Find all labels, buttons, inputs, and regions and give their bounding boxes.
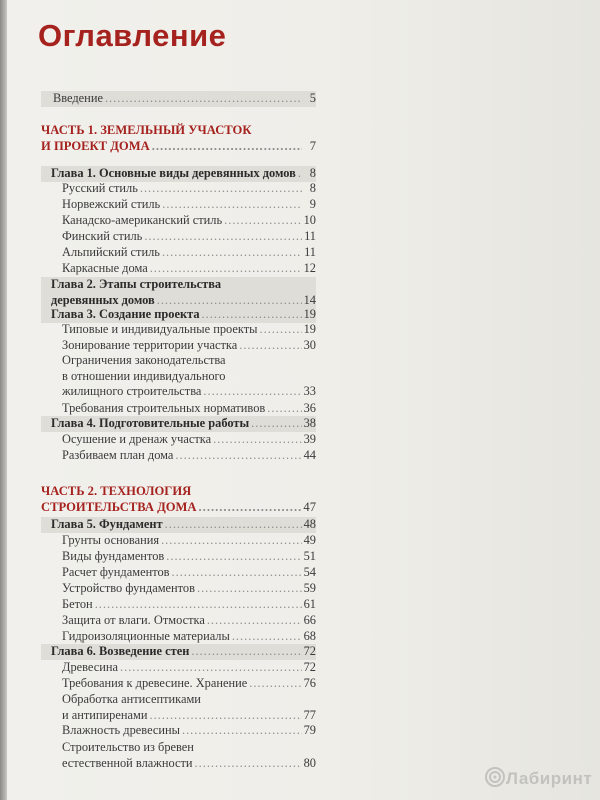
- toc-page-number: 5: [309, 91, 316, 105]
- toc-entry-line: [62, 692, 316, 708]
- toc-intro-entry[interactable]: [41, 91, 316, 107]
- toc-entry-row: [51, 644, 316, 660]
- toc-entry-row: [62, 448, 316, 464]
- toc-entry-row: [62, 660, 316, 676]
- toc-entry-title: СТРОИТЕЛЬСТВА ДОМА: [41, 499, 197, 514]
- toc-entry-row: [51, 517, 316, 533]
- watermark-text: Лабиринт: [506, 769, 593, 788]
- toc-entry-title: Требования строительных нормативов: [62, 401, 266, 415]
- toc-page-number: 72: [303, 644, 316, 658]
- toc-section-entry[interactable]: [41, 213, 316, 229]
- toc-chapter-entry[interactable]: [41, 307, 316, 323]
- toc-entry-title: Альпийский стиль: [62, 245, 160, 259]
- toc-page-number: 14: [303, 292, 316, 307]
- toc-entry-row: [62, 565, 316, 581]
- toc-section-entry[interactable]: [41, 261, 316, 277]
- toc-chapter-entry[interactable]: [41, 644, 316, 660]
- toc-page-number: 49: [303, 533, 316, 547]
- toc-entry-title: Введение: [53, 91, 103, 105]
- toc-entry-title: Зонирование территории участка: [62, 338, 238, 352]
- toc-section-entry[interactable]: [41, 740, 316, 771]
- toc-section-entry[interactable]: [41, 245, 316, 261]
- toc-page-number: 10: [303, 213, 316, 227]
- dot-leader: [165, 517, 302, 533]
- toc-entry-line: [41, 484, 316, 500]
- dot-leader: [120, 660, 302, 676]
- toc-section-entry[interactable]: [41, 549, 316, 565]
- dot-leader: [267, 401, 301, 417]
- toc-section-entry[interactable]: [41, 692, 316, 723]
- toc-entry-line: [51, 277, 316, 293]
- toc-entry-row: [62, 708, 316, 724]
- toc-entry-title: деревянных домов: [51, 292, 155, 307]
- toc-entry-row: [62, 197, 316, 213]
- toc-section-entry[interactable]: [41, 322, 316, 338]
- toc-entry-row: [62, 432, 316, 448]
- toc-page-number: 30: [303, 338, 316, 352]
- toc-entry-row: [62, 338, 316, 354]
- dot-leader: [166, 549, 301, 565]
- dot-leader: [207, 613, 302, 629]
- toc-section-entry[interactable]: [41, 229, 316, 245]
- toc-entry-row: [62, 533, 316, 549]
- toc-page-number: 44: [303, 448, 316, 462]
- toc-entry-title: Типовые и индивидуальные проекты: [62, 322, 258, 336]
- toc-entry-title: Устройство фундаментов: [62, 581, 195, 595]
- toc-entry-title: Финский стиль: [62, 229, 143, 243]
- toc-section-entry[interactable]: [41, 581, 316, 597]
- dot-leader: [199, 500, 302, 516]
- toc-entry-title: Глава 4. Подготовительные работы: [51, 416, 250, 430]
- page-title: Оглавление: [38, 18, 227, 53]
- toc-page-number: 72: [303, 660, 316, 674]
- toc-section-entry[interactable]: [41, 338, 316, 354]
- toc-entry-title: Осушение и дренаж участка: [62, 432, 212, 446]
- toc-entry-row: [62, 756, 316, 772]
- toc-entry-row: [62, 597, 316, 613]
- toc-page-number: 68: [303, 629, 316, 643]
- toc-entry-row: [62, 549, 316, 565]
- toc-page-number: 12: [303, 261, 316, 275]
- toc-page-number: 79: [303, 723, 316, 737]
- toc-section-entry[interactable]: [41, 197, 316, 213]
- toc-page-number: 11: [304, 229, 316, 243]
- dot-leader: [195, 756, 302, 772]
- toc-entry-title: в отношении индивидуального: [62, 368, 226, 383]
- toc-entry-row: [62, 322, 316, 338]
- toc-section-entry[interactable]: [41, 676, 316, 692]
- toc-entry-row: [62, 581, 316, 597]
- toc-page-number: 61: [303, 597, 316, 611]
- dot-leader: [251, 416, 301, 432]
- toc-chapter-entry[interactable]: [41, 277, 316, 308]
- toc-entry-title: Каркасные дома: [62, 261, 148, 275]
- toc-chapter-entry[interactable]: [41, 416, 316, 432]
- toc-entry-title: Влажность древесины: [62, 723, 180, 737]
- toc-entry-title: Глава 5. Фундамент: [51, 517, 163, 531]
- dot-leader: [213, 432, 302, 448]
- toc-entry-title: Глава 3. Создание проекта: [51, 307, 200, 321]
- toc-entry-row: [62, 229, 316, 245]
- toc-entry-title: Бетон: [62, 597, 93, 611]
- dot-leader: [232, 629, 302, 645]
- toc-entry-title: естественной влажности: [62, 755, 193, 770]
- toc-entry-title: Обработка антисептиками: [62, 692, 201, 706]
- toc-entry-row: [62, 629, 316, 645]
- dot-leader: [105, 91, 302, 107]
- toc-entry-title: Требования к древесине. Хранение: [62, 676, 248, 690]
- toc-entry-line: [62, 353, 316, 369]
- toc-entry-row: [51, 416, 316, 432]
- toc-entry-title: жилищного строительства: [62, 384, 202, 399]
- toc-entry-row: [53, 91, 316, 107]
- toc-page-number: 7: [309, 138, 316, 153]
- toc-entry-title: И ПРОЕКТ ДОМА: [41, 138, 150, 153]
- toc-section-entry[interactable]: [41, 723, 316, 739]
- toc-entry-title: Глава 2. Этапы строительства: [51, 277, 222, 291]
- toc-entry-row: [62, 181, 316, 197]
- toc-entry-title: Грунты основания: [62, 533, 160, 547]
- toc-section-entry[interactable]: [41, 401, 316, 417]
- toc-section-entry[interactable]: [41, 565, 316, 581]
- toc-page-number: 39: [303, 432, 316, 446]
- toc-entry-row: [62, 245, 316, 261]
- toc-section-entry[interactable]: [41, 533, 316, 549]
- toc-entry-title: Расчет фундаментов: [62, 565, 170, 579]
- dot-leader: [239, 338, 301, 354]
- toc-section-entry[interactable]: [41, 613, 316, 629]
- toc-entry-title: Русский стиль: [62, 181, 138, 195]
- toc-entry-title: Защита от влаги. Отмостка: [62, 613, 205, 627]
- dot-leader: [161, 533, 302, 549]
- toc-entry-title: Древесина: [62, 660, 118, 674]
- dot-leader: [144, 229, 302, 245]
- toc-page-number: 9: [309, 197, 316, 211]
- toc-entry-row: [51, 293, 316, 309]
- toc-entry-title: Канадско-американский стиль: [62, 213, 223, 227]
- toc-entry-row: [62, 213, 316, 229]
- dot-leader: [182, 723, 302, 739]
- toc-entry-row: [51, 307, 316, 323]
- toc-part-heading[interactable]: [41, 123, 316, 154]
- toc-entry-row: [41, 139, 316, 155]
- toc-entry-title: ЧАСТЬ 2. ТЕХНОЛОГИЯ: [41, 484, 192, 498]
- toc-page-number: 19: [303, 322, 316, 336]
- toc-page-number: 66: [303, 613, 316, 627]
- book-spine-shadow: [0, 0, 7, 800]
- toc-page-number: 36: [303, 401, 316, 415]
- toc-section-entry[interactable]: [41, 629, 316, 645]
- dot-leader: [191, 644, 301, 660]
- toc-section-entry[interactable]: [41, 181, 316, 197]
- toc-page-number: 80: [303, 755, 316, 770]
- toc-page-number: 76: [303, 676, 316, 690]
- toc-page-number: 8: [309, 181, 316, 195]
- toc-entry-row: [62, 723, 316, 739]
- dot-leader: [203, 384, 301, 400]
- dot-leader: [298, 166, 302, 182]
- toc-page-number: 47: [303, 499, 316, 514]
- toc-entry-title: Глава 1. Основные виды деревянных домов: [51, 166, 296, 180]
- dot-leader: [175, 448, 301, 464]
- toc-page-number: 48: [303, 517, 316, 531]
- dot-leader: [152, 139, 302, 155]
- toc-page-number: 33: [303, 384, 316, 399]
- toc-chapter-entry[interactable]: [41, 166, 316, 182]
- dot-leader: [249, 676, 301, 692]
- dot-leader: [260, 322, 302, 338]
- toc-entry-title: Виды фундаментов: [62, 549, 165, 563]
- toc-page-number: 51: [303, 549, 316, 563]
- toc-section-entry[interactable]: [41, 660, 316, 676]
- dot-leader: [172, 565, 302, 581]
- toc-section-entry[interactable]: [41, 448, 316, 464]
- toc-entry-row: [51, 166, 316, 182]
- labyrinth-logo-icon: [484, 765, 506, 789]
- toc-section-entry[interactable]: [41, 353, 316, 400]
- toc-entry-line: [62, 369, 316, 385]
- toc-entry-row: [41, 500, 316, 516]
- toc-entry-row: [62, 676, 316, 692]
- watermark-logo: [484, 763, 593, 793]
- dot-leader: [149, 708, 301, 724]
- toc-entry-line: [62, 740, 316, 756]
- toc-entry-row: [62, 261, 316, 277]
- toc-entry-row: [62, 384, 316, 400]
- toc-page-number: 77: [303, 707, 316, 722]
- dot-leader: [150, 261, 302, 277]
- dot-leader: [95, 597, 302, 613]
- toc-entry-title: Норвежский стиль: [62, 197, 161, 211]
- toc-entry-title: ЧАСТЬ 1. ЗЕМЕЛЬНЫЙ УЧАСТОК: [41, 123, 252, 137]
- dot-leader: [157, 293, 302, 309]
- toc-entry-title: Ограничения законодательства: [62, 353, 226, 367]
- toc-entry-title: Глава 6. Возведение стен: [51, 644, 190, 658]
- toc-entry-title: Гидроизоляционные материалы: [62, 629, 230, 643]
- dot-leader: [162, 197, 302, 213]
- toc-entry-title: и антипиренами: [62, 707, 148, 722]
- toc-entry-row: [62, 613, 316, 629]
- toc-chapter-entry[interactable]: [41, 517, 316, 533]
- toc-entry-line: [41, 123, 316, 139]
- toc-page-number: 54: [303, 565, 316, 579]
- toc-page-number: 59: [303, 581, 316, 595]
- toc-section-entry[interactable]: [41, 432, 316, 448]
- dot-leader: [224, 213, 301, 229]
- toc-part-heading[interactable]: [41, 484, 316, 515]
- toc-page-number: 38: [303, 416, 316, 430]
- dot-leader: [162, 245, 302, 261]
- toc-section-entry[interactable]: [41, 597, 316, 613]
- toc-page-number: 19: [303, 307, 316, 321]
- dot-leader: [197, 581, 302, 597]
- dot-leader: [140, 181, 302, 197]
- toc-page-number: 8: [309, 166, 316, 180]
- toc-entry-row: [62, 401, 316, 417]
- toc-entry-title: Разбиваем план дома: [62, 448, 174, 462]
- toc-entry-title: Строительство из бревен: [62, 740, 194, 754]
- dot-leader: [202, 307, 302, 323]
- toc-page-number: 11: [304, 245, 316, 259]
